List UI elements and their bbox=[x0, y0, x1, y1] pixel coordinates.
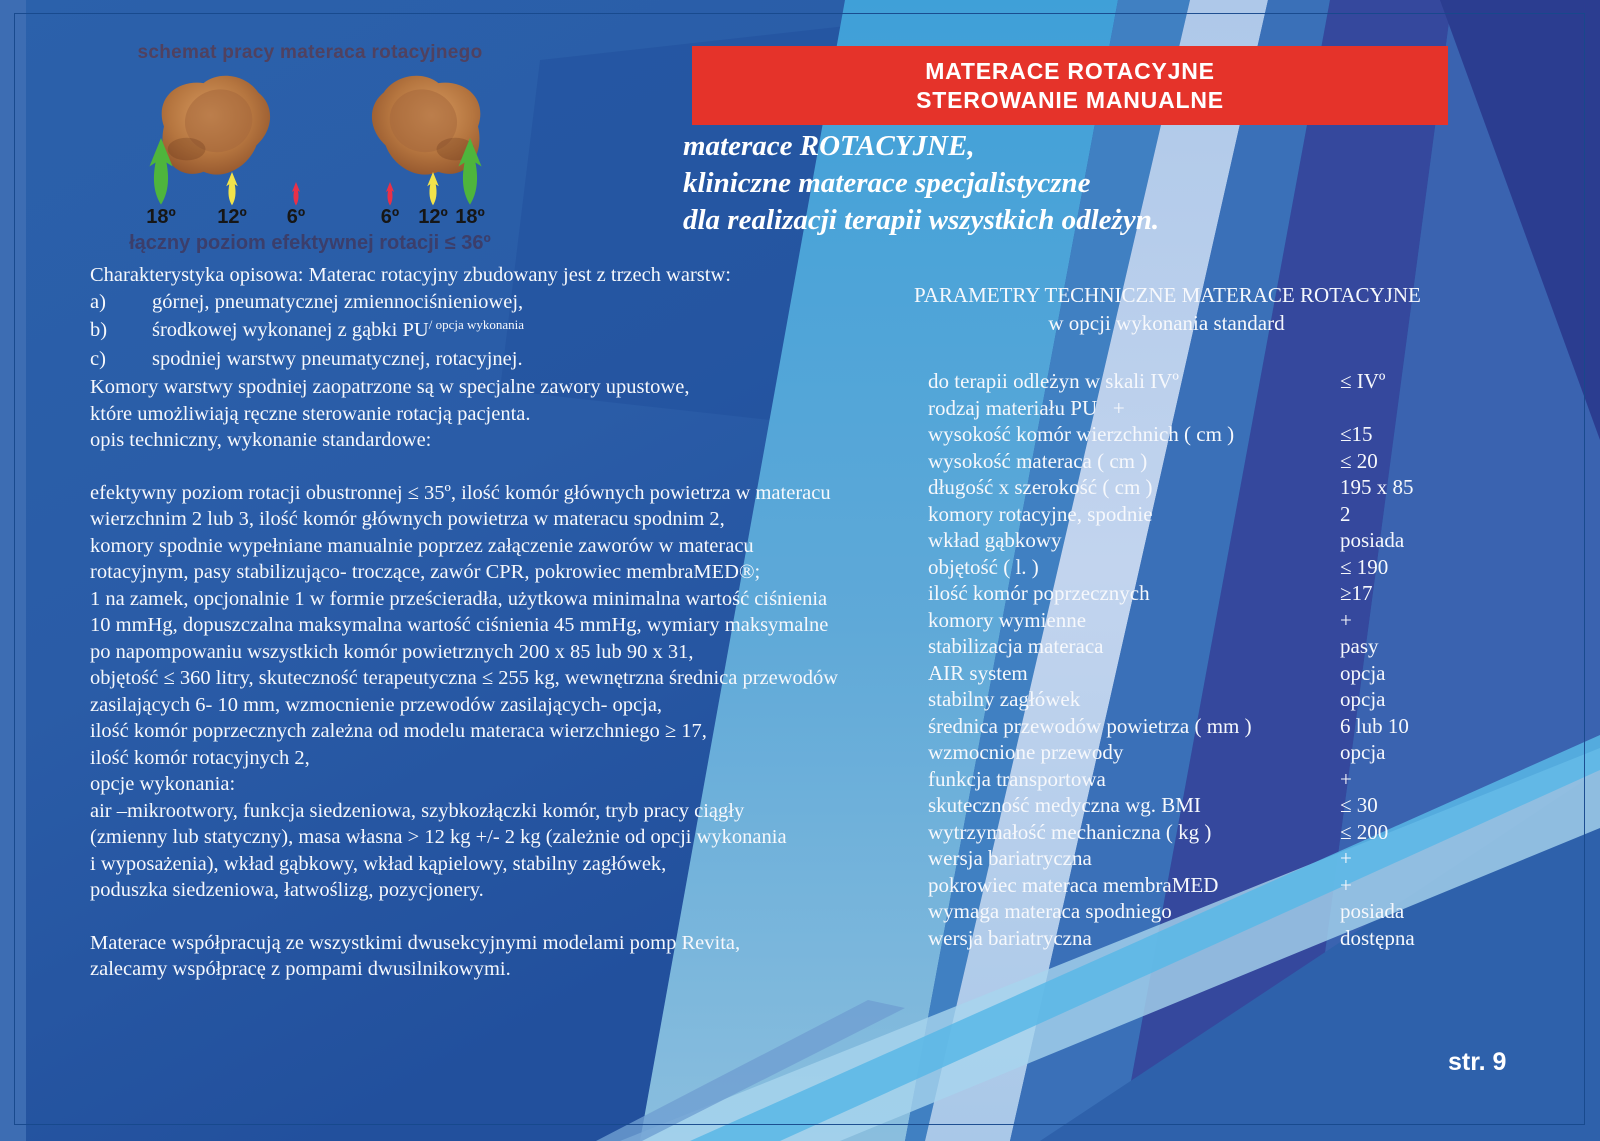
layer-marker: a) bbox=[90, 290, 106, 313]
layer-item bbox=[90, 289, 930, 318]
text-line: rotacyjnym, pasy stabilizująco- troczące, zawór CPR, pokrowiec membraMED®; bbox=[90, 561, 761, 583]
param-label: wysokość komór wierzchnich ( cm ) bbox=[928, 422, 1235, 446]
text-line: zasilających 6- 10 mm, wzmocnienie przewodów zasilających- opcja, bbox=[90, 693, 663, 716]
text-line: zalecamy współpracę z pompami dwusilnikowymi. bbox=[90, 958, 511, 980]
param-label: wymaga materaca spodniego bbox=[928, 899, 1172, 923]
param-label: długość x szerokość ( cm ) bbox=[928, 475, 1153, 499]
param-label: objętość ( l. ) bbox=[928, 554, 1039, 579]
text-line: 1 na zamek, opcjonalnie 1 w formie prześcieradła, użytkowa minimalna wartość ciśnienia bbox=[90, 587, 828, 610]
param-value: ≤ 20 bbox=[1340, 448, 1378, 473]
text-line: po napompowaniu wszystkich komór powietrznych 200 x 85 lub 90 x 31, bbox=[90, 640, 694, 663]
options-text bbox=[90, 798, 930, 904]
param-row bbox=[914, 872, 1474, 899]
text-line: komory spodnie wypełniane manualnie poprzez załączenie zaworów w materacu bbox=[90, 534, 754, 557]
param-value: + bbox=[1340, 846, 1352, 870]
rotation-diagram bbox=[85, 38, 535, 263]
pump-compatibility-note bbox=[90, 930, 930, 983]
param-value: + bbox=[1340, 766, 1352, 791]
technical-description-header: opis techniczny, wykonanie standardowe: bbox=[90, 429, 432, 451]
rotation-arrow-18-left-icon bbox=[146, 138, 176, 206]
param-label: komory wymienne bbox=[928, 607, 1087, 632]
layer-item bbox=[90, 317, 930, 346]
rotation-arrow-12-right-icon bbox=[423, 172, 443, 206]
parameters-subtitle: w opcji wykonania standard bbox=[1048, 311, 1285, 335]
description-text bbox=[90, 262, 930, 983]
param-value: 195 x 85 bbox=[1340, 475, 1414, 499]
param-row bbox=[914, 739, 1474, 766]
degree-label: 6º bbox=[380, 206, 400, 228]
param-row bbox=[914, 368, 1474, 395]
param-value: ≤ 190 bbox=[1340, 554, 1389, 579]
layer-marker: b) bbox=[90, 319, 108, 341]
hero-heading bbox=[683, 128, 1159, 239]
param-row bbox=[914, 448, 1474, 475]
param-value: ≤15 bbox=[1340, 422, 1373, 446]
param-row bbox=[914, 792, 1474, 819]
param-row bbox=[914, 580, 1474, 607]
rotation-arrow-6-left-icon bbox=[289, 182, 303, 206]
hero-line: dla realizacji terapii wszystkich odleżyn. bbox=[683, 204, 1160, 236]
text-line: air –mikrootwory, funkcja siedzeniowa, szybkozłączki komór, tryb pracy ciągły bbox=[90, 799, 745, 822]
title-banner bbox=[692, 46, 1448, 125]
param-value: ≥17 bbox=[1340, 581, 1373, 605]
param-value: ≤ 30 bbox=[1340, 793, 1378, 817]
text-line: Materace współpracują ze wszystkimi dwusekcyjnymi modelami pomp Revita, bbox=[90, 931, 741, 954]
param-label: skuteczność medyczna wg. BMI bbox=[928, 793, 1201, 817]
param-value: ≤ 200 bbox=[1340, 819, 1389, 844]
text-line: efektywny poziom rotacji obustronnej ≤ 35º, ilość komór głównych powietrza w materacu bbox=[90, 481, 831, 504]
param-row bbox=[914, 421, 1474, 448]
rotation-arrow-6-right-icon bbox=[383, 182, 397, 206]
param-value bbox=[1340, 395, 1474, 422]
param-row bbox=[914, 633, 1474, 660]
diagram-title: schemat pracy materaca rotacyjnego bbox=[137, 42, 483, 63]
param-row bbox=[914, 713, 1474, 740]
banner-line2: STEROWANIE MANUALNE bbox=[916, 86, 1224, 113]
technical-description bbox=[90, 480, 930, 772]
text-line: ilość komór poprzecznych zależna od modelu materaca wierzchniego ≥ 17, bbox=[90, 720, 707, 742]
layer-text: górnej, pneumatycznej zmiennociśnieniowej, bbox=[152, 290, 524, 313]
degree-label: 6º bbox=[286, 206, 306, 228]
param-value: 2 bbox=[1340, 501, 1351, 526]
param-row bbox=[914, 660, 1474, 687]
param-row bbox=[914, 607, 1474, 634]
rotation-arrow-18-right-icon bbox=[455, 138, 485, 206]
param-value: dostępna bbox=[1340, 925, 1415, 950]
layer-text: środkowej wykonanej z gąbki $PU^{/ opcja wykonania}$ bbox=[152, 317, 525, 341]
param-row bbox=[914, 501, 1474, 528]
param-row bbox=[914, 527, 1474, 554]
param-label: wzmocnione przewody bbox=[928, 740, 1124, 764]
options-header: opcje wykonania: bbox=[90, 773, 236, 795]
degree-label: 12º bbox=[217, 206, 247, 228]
param-row bbox=[914, 474, 1474, 501]
param-label: komory rotacyjne, spodnie bbox=[928, 501, 1153, 526]
param-row bbox=[914, 845, 1474, 872]
rotation-arrow-12-left-icon bbox=[222, 172, 242, 206]
page-number: str. 9 bbox=[1448, 1048, 1507, 1076]
param-label: rodzaj materiału PU + bbox=[928, 395, 1125, 420]
layer-marker: c) bbox=[90, 347, 106, 370]
param-label: ilość komór poprzecznych bbox=[928, 581, 1150, 605]
text-line: 10 mmHg, dopuszczalna maksymalna wartość ciśnienia 45 mmHg, wymiary maksymalne bbox=[90, 614, 829, 636]
param-row bbox=[914, 395, 1474, 422]
param-label: wytrzymałość mechaniczna ( kg ) bbox=[928, 819, 1212, 844]
degree-label: 18º bbox=[146, 206, 176, 228]
param-label: średnica przewodów powietrza ( mm ) bbox=[928, 713, 1252, 738]
text-line: i wyposażenia), wkład gąbkowy, wkład kąpielowy, stabilny zagłówek, bbox=[90, 852, 667, 875]
layer-text: spodniej warstwy pneumatycznej, rotacyjnej. bbox=[152, 347, 523, 370]
technical-parameters bbox=[914, 281, 1474, 951]
text-line: poduszka siedzeniowa, łatwoślizg, pozycjonery. bbox=[90, 879, 484, 901]
intro-line: Charakterystyka opisowa: Materac rotacyjny zbudowany jest z trzech warstw: bbox=[90, 264, 731, 286]
layer-item bbox=[90, 346, 930, 375]
hero-line: kliniczne materace specjalistyczne bbox=[683, 167, 1091, 199]
param-label: stabilny zagłówek bbox=[928, 687, 1081, 711]
param-value: opcja bbox=[1340, 740, 1386, 764]
param-row bbox=[914, 925, 1474, 952]
text-line: objętość ≤ 360 litry, skuteczność terapeutyczna ≤ 255 kg, wewnętrzna średnica przewodów bbox=[90, 667, 839, 689]
param-label: wysokość materaca ( cm ) bbox=[928, 448, 1148, 473]
param-label: stabilizacja materaca bbox=[928, 634, 1104, 658]
param-value: + bbox=[1340, 607, 1352, 632]
text-line: wierzchnim 2 lub 3, ilość komór głównych powietrza w materacu spodnim 2, bbox=[90, 508, 725, 530]
degree-label: 12º bbox=[418, 206, 448, 228]
param-label: wersja bariatryczna bbox=[928, 846, 1092, 870]
layer-list bbox=[90, 289, 930, 375]
layer-superscript: / opcja wykonania bbox=[428, 317, 525, 332]
param-label: wkład gąbkowy bbox=[928, 528, 1062, 552]
param-label: pokrowiec materaca membraMED bbox=[928, 872, 1219, 897]
valves-note bbox=[90, 374, 930, 427]
text-line: (zmienny lub statyczny), masa własna > 12 kg +/- 2 kg (zależnie od opcji wykonania bbox=[90, 826, 787, 848]
hero-line: materace ROTACYJNE, bbox=[683, 130, 975, 162]
param-value: posiada bbox=[1340, 899, 1405, 923]
param-value: pasy bbox=[1340, 634, 1379, 658]
param-row bbox=[914, 554, 1474, 581]
param-row bbox=[914, 686, 1474, 713]
text-line: ilość komór rotacyjnych 2, bbox=[90, 746, 310, 769]
degree-label: 18º bbox=[455, 206, 485, 228]
param-label: AIR system bbox=[928, 660, 1028, 685]
parameters-rows bbox=[914, 368, 1474, 951]
param-label: do terapii odleżyn w skali IVº bbox=[928, 369, 1179, 393]
param-value: 6 lub 10 bbox=[1340, 713, 1409, 738]
param-value: + bbox=[1340, 872, 1352, 897]
param-row bbox=[914, 898, 1474, 925]
param-value: opcja bbox=[1340, 660, 1386, 685]
banner-line1: MATERACE ROTACYJNE bbox=[925, 57, 1215, 84]
param-label: funkcja transportowa bbox=[928, 766, 1106, 791]
param-value: posiada bbox=[1340, 528, 1405, 552]
param-row bbox=[914, 819, 1474, 846]
text-line: które umożliwiają ręczne sterowanie rotacją pacjenta. bbox=[90, 402, 531, 425]
param-value: opcja bbox=[1340, 687, 1386, 711]
param-label: wersja bariatryczna bbox=[928, 925, 1092, 950]
param-row bbox=[914, 766, 1474, 793]
diagram-caption: łączny poziom efektywnej rotacji ≤ 36º bbox=[129, 232, 491, 254]
param-value: ≤ IVº bbox=[1340, 369, 1386, 393]
text-line: Komory warstwy spodniej zaopatrzone są w specjalne zawory upustowe, bbox=[90, 376, 690, 398]
parameters-title: PARAMETRY TECHNICZNE MATERACE ROTACYJNE bbox=[914, 283, 1421, 307]
